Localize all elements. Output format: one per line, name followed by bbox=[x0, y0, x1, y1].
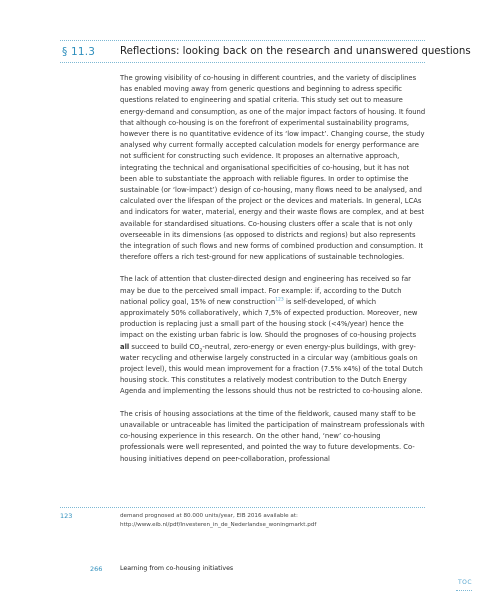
paragraph-2-part-3: succeed to build CO bbox=[129, 342, 200, 351]
running-title: Learning from co-housing initiatives bbox=[120, 565, 234, 572]
toc-link[interactable]: TOC bbox=[458, 579, 473, 586]
paragraph-2-part-1: The lack of attention that cluster-directed design and engineering has received so far may be due to the perceived small impact. For example: if, according to the Dutch national policy goal, 15% of new construction bbox=[120, 275, 411, 306]
footnote-dotted-rule bbox=[60, 507, 425, 508]
footnote bbox=[60, 512, 430, 540]
section-title: Reflections: looking back on the research and unanswered questions bbox=[120, 46, 471, 57]
toc-dotted-rule bbox=[456, 590, 472, 591]
section-number: § 11.3 bbox=[62, 46, 96, 58]
paragraph-1: The growing visibility of co-housing in different countries, and the variety of disciplines has enabled moving away from generic questions and beginning to adress specific questions related to engineering and spatial criteria. This study set out to measure energy-demand and consumption, as one of the major impact factors of housing. It found that although co-housing is on the forefront of experimental sustainability programs, however there is no quantitative evidence of its ‘low impact’. Changing course, the study analysed why current formally accepted calculation models for energy performance are not sufficient for constructing such evidence. It proposes an alternative approach, integrating the technical and organisational specificities of co-housing, but it has not been able to substantiate the approach with reliable figures. In order to optimise the sustainable (or ‘low-impact’) design of co-housing, many flows need to be analysed, and calculated over the lifespan of the project or the devices and materials. In general, LCAs and indicators for water, material, energy and their waste flows are complex, and at best available for standardised situations. Co-housing clusters offer a scale that is not only overseeable in its dimensions (as opposed to districts and regions) but also represents the integration of such flows and new forms of combined production and consumption. It therefore offers a rich test-ground for new applications of sustainable technologies. bbox=[120, 74, 426, 262]
page-number: 266 bbox=[90, 565, 103, 573]
footnote-text[interactable]: demand prognosed at 80.000 units/year, EIB 2016 available at: http://www.eib.nl/pdf/Investeren_in_de_Nederlandse_woningmarkt.pdf bbox=[120, 513, 317, 528]
title-dotted-rule bbox=[60, 62, 425, 63]
body-text bbox=[120, 73, 426, 476]
paragraph-2-part-2: is self-developed, of which approximately 50% collaboratively, which 7,5% of expected production. Moreover, new production is replacing just a small part of the housing stock (<4%/year) hence the impact on the existing urban fabric is low. Should the prognoses of co-housing projects bbox=[120, 297, 418, 340]
footnote-number: 123 bbox=[60, 512, 73, 520]
section-header bbox=[60, 46, 471, 62]
emphasis-all: all bbox=[120, 342, 130, 351]
co2-subscript: 2 bbox=[199, 348, 203, 354]
paragraph-2-part-4: -neutral, zero-energy or even energy-plus buildings, with grey-water recycling and otherwise largely constructed in a circular way (ambitious goals on project level), this would mean improvement for a fraction (7.5% x4%) of the total Dutch housing stock. This constitutes a relatively modest contribution to the Dutch Energy Agenda and implementing the lessons should thus not be restricted to co-housing alone. bbox=[120, 342, 423, 396]
footnote-reference[interactable]: 123 bbox=[275, 297, 284, 303]
top-dotted-rule bbox=[60, 40, 425, 41]
page-footer bbox=[90, 565, 290, 575]
paragraph-2 bbox=[120, 274, 426, 397]
paragraph-3: The crisis of housing associations at the time of the fieldwork, caused many staff to be unavailable or untraceable has limited the participation of mainstream professionals with co-housing experience in this research. On the other hand, ‘new’ co-housing professionals were well represented, and pointed the way to future developments. Co-housing initiatives depend on peer-collaboration, professional bbox=[120, 409, 425, 463]
